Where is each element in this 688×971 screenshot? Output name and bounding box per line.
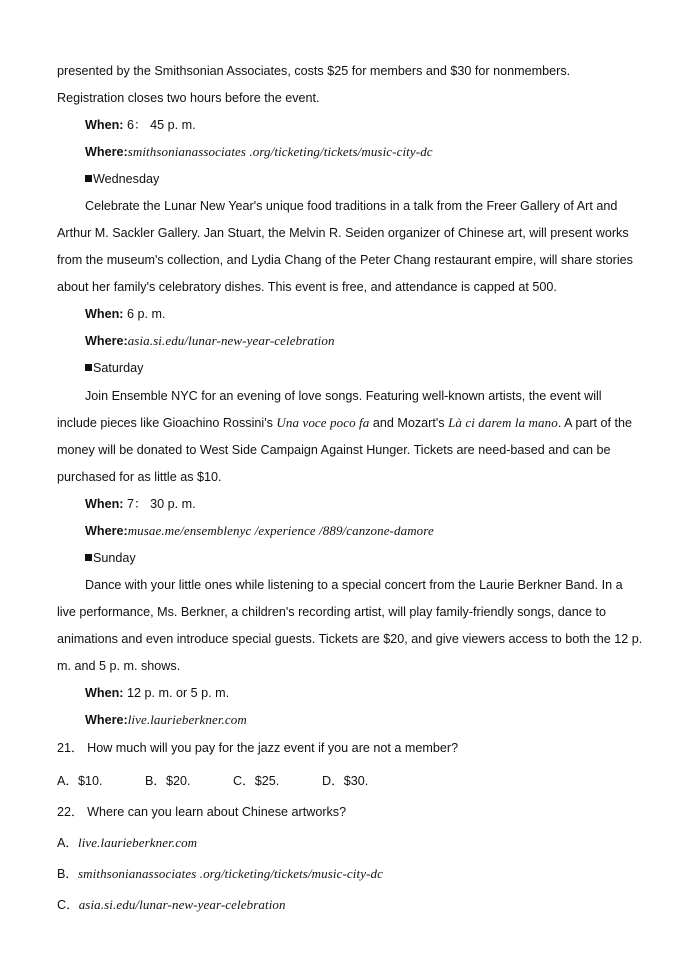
question-22-stem: 22． Where can you learn about Chinese artworks? [57,805,347,819]
wednesday-when [85,306,685,322]
option-text: live.laurieberkner.com [78,835,198,850]
option-text: asia.si.edu/lunar-new-year-celebration [78,897,286,912]
saturday-where [85,523,685,539]
question-22-option-c [57,897,657,913]
sunday-p3: animations and even introduce special guests. Tickets are $20, and give viewers access to both the 12 p. [57,632,643,646]
question-21-stem: 21． How much will you pay for the jazz event if you are not a member? [57,741,459,755]
when-label: When: [85,118,124,132]
saturday-heading [85,360,685,376]
where-label: Where: [85,524,128,538]
sunday-p4: m. and 5 p. m. shows. [57,659,181,673]
option-c: C．$25. [233,774,280,788]
when-label: When: [85,307,124,321]
event1-where [85,144,685,160]
option-label: B． [57,867,78,881]
song-title: Là ci darem la mano [448,415,558,430]
question-22-option-b [57,866,657,882]
song-title: Una voce poco fa [276,415,370,430]
heading-text: Wednesday [93,172,160,186]
where-value: live.laurieberkner.com [127,712,247,727]
where-label: Where: [85,713,128,727]
where-value: musae.me/ensemblenyc /experience /889/canzone-damore [127,523,434,538]
option-b: B．$20. [145,774,191,788]
wednesday-p3: from the museum's collection, and Lydia Chang of the Peter Chang restaurant empire, will share stories [57,253,633,267]
event1-when [85,117,685,133]
option-a: A．$10. [57,774,103,788]
where-value: smithsonianassociates .org/ticketing/tickets/music-city-dc [127,144,433,159]
sunday-heading [85,550,685,566]
text-run: include pieces like Gioachino Rossini's [57,416,277,430]
option-d: D．$30. [322,774,369,788]
sunday-where [85,712,685,728]
where-label: Where: [85,334,128,348]
when-label: When: [85,686,124,700]
when-value: 6： 45 p. m. [126,118,196,132]
saturday-when [85,496,685,512]
heading-text: Saturday [93,361,144,375]
square-bullet-icon [85,364,92,371]
option-label: A． [57,836,78,850]
where-value: asia.si.edu/lunar-new-year-celebration [127,333,335,348]
option-label: C． [57,898,79,912]
saturday-p1: Join Ensemble NYC for an evening of love songs. Featuring well-known artists, the event will [85,389,602,403]
wednesday-p2: Arthur M. Sackler Gallery. Jan Stuart, the Melvin R. Seiden organizer of Chinese art, will present works [57,226,629,240]
intro-line-1: presented by the Smithsonian Associates, costs $25 for members and $30 for nonmembers. [57,64,571,78]
sunday-p2: live performance, Ms. Berkner, a children's recording artist, will play family-friendly songs, dance to [57,605,607,619]
text-run: . A part of the [557,416,633,430]
intro-line-2: Registration closes two hours before the event. [57,91,320,105]
question-22-option-a [57,835,657,851]
square-bullet-icon [85,554,92,561]
sunday-p1: Dance with your little ones while listening to a special concert from the Laurie Berkner Band. In a [85,578,623,592]
square-bullet-icon [85,175,92,182]
option-text: smithsonianassociates .org/ticketing/tickets/music-city-dc [78,866,383,881]
sunday-when [85,685,685,701]
heading-text: Sunday [93,551,136,565]
saturday-p2 [57,415,657,431]
when-value: 6 p. m. [126,307,166,321]
when-value: 12 p. m. or 5 p. m. [126,686,230,700]
text-run: and Mozart's [369,416,449,430]
wednesday-p1: Celebrate the Lunar New Year's unique food traditions in a talk from the Freer Gallery of Art and [85,199,618,213]
question-21-options [57,773,657,789]
when-value: 7： 30 p. m. [126,497,196,511]
wednesday-p4: about her family's celebratory dishes. This event is free, and attendance is capped at 500. [57,280,557,294]
saturday-p4: purchased for as little as $10. [57,470,222,484]
saturday-p3: money will be donated to West Side Campaign Against Hunger. Tickets are need-based and can be [57,443,611,457]
where-label: Where: [85,145,128,159]
when-label: When: [85,497,124,511]
wednesday-where [85,333,685,349]
wednesday-heading [85,171,685,187]
